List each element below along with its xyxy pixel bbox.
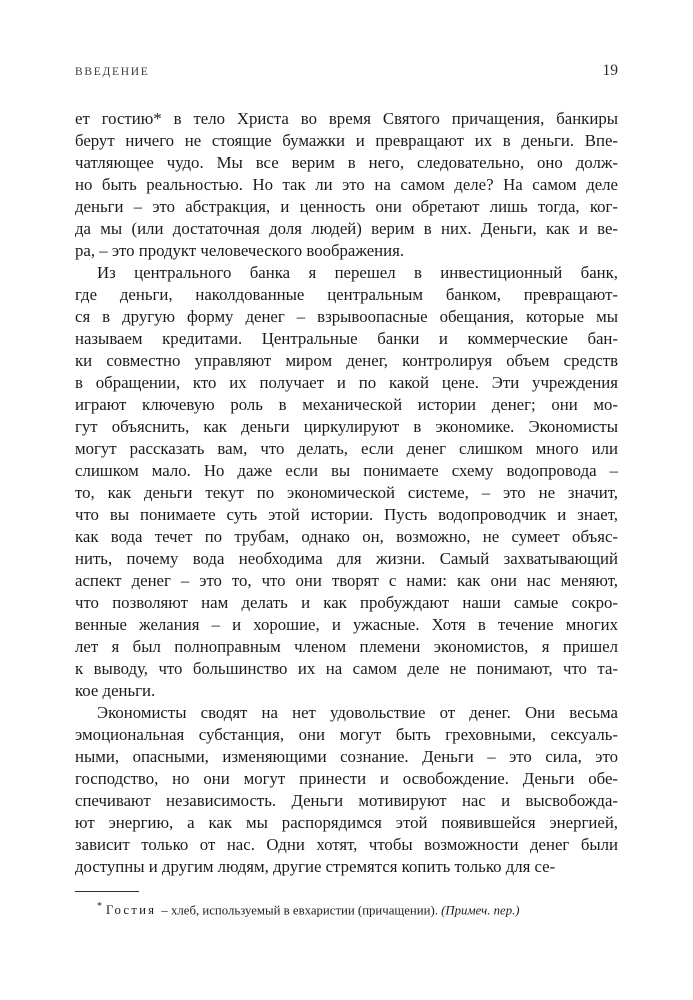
text-line: могут рассказать вам, что делать, если денег слишком много или bbox=[75, 439, 618, 458]
page-header bbox=[75, 62, 618, 80]
text-line: зависит только от нас. Одни хотят, чтобы возможности денег были bbox=[75, 835, 618, 854]
text-line: деньги – это абстракция, и ценность они обретают лишь тогда, ког- bbox=[75, 197, 618, 216]
text-line: гут объяснить, как деньги циркулируют в экономике. Экономисты bbox=[75, 417, 618, 436]
text-line: Из центрального банка я перешел в инвестиционный банк, bbox=[97, 263, 618, 282]
text-line: господство, но они могут принести и освобождение. Деньги обе- bbox=[75, 769, 618, 788]
footnote-term: Гостия bbox=[106, 903, 157, 918]
text-line: доступны и другим людям, другие стремятся копить только для се- bbox=[75, 857, 556, 876]
text-line: что позволяют нам делать и как пробуждают наши самые сокро- bbox=[75, 593, 618, 612]
text-line: эмоциональная субстанция, они могут быть греховными, сексуаль- bbox=[75, 725, 618, 744]
text-line: чатляющее чудо. Мы все верим в него, следовательно, оно долж- bbox=[75, 153, 618, 172]
text-line: Экономисты сводят на нет удовольствие от денег. Они весьма bbox=[97, 703, 618, 722]
text-block bbox=[75, 62, 618, 918]
text-line: спечивают независимость. Деньги мотивируют нас и высвобожда- bbox=[75, 791, 618, 810]
text-line: кое деньги. bbox=[75, 681, 156, 700]
text-line: то, как деньги текут по экономической системе, – это не значит, bbox=[75, 483, 618, 502]
footnote bbox=[75, 899, 618, 918]
text-line: ра, – это продукт человеческого воображения. bbox=[75, 241, 405, 260]
footnote-separator bbox=[75, 891, 139, 892]
text-line: аспект денег – это то, что они творят с нами: как они нас меняют, bbox=[75, 571, 618, 590]
text-line: лет я был полноправным членом племени экономистов, я пришел bbox=[75, 637, 618, 656]
text-line: ет гостию* в тело Христа во время Святого причащения, банкиры bbox=[75, 109, 618, 128]
text-line: как вода течет по трубам, однако он, возможно, не сумеет объяс- bbox=[75, 527, 618, 546]
text-line: но быть реальностью. Но так ли это на самом деле? На самом деле bbox=[75, 175, 618, 194]
footnote-source: (Примеч. пер.) bbox=[441, 903, 520, 918]
running-title: ВВЕДЕНИЕ bbox=[75, 66, 150, 78]
text-line: в обращении, кто их получает и по какой цене. Эти учреждения bbox=[75, 373, 618, 392]
text-line: ся в другую форму денег – взрывоопасные обещания, которые мы bbox=[75, 307, 618, 326]
text-line: что вы понимаете суть этой истории. Пусть водопроводчик и знает, bbox=[75, 505, 618, 524]
text-line: называем кредитами. Центральные банки и коммерческие бан- bbox=[75, 329, 618, 348]
text-line: ки совместно управляют миром денег, контролируя объем средств bbox=[75, 351, 618, 370]
text-line: где деньги, наколдованные центральным банком, превращают- bbox=[75, 285, 618, 304]
text-line: к выводу, что большинство их на самом деле не понимают, что та- bbox=[75, 659, 618, 678]
text-line: венные желания – и хорошие, и ужасные. Хотя в течение многих bbox=[75, 615, 618, 634]
footnote-marker: * bbox=[97, 901, 102, 912]
text-line: слишком мало. Но даже если вы понимаете схему водопровода – bbox=[75, 461, 618, 480]
text-line: ют энергию, а как мы распорядимся этой появившейся энергией, bbox=[75, 813, 618, 832]
page-number: 19 bbox=[602, 62, 618, 79]
text-line: ными, опасными, изменяющими сознание. Деньги – это сила, это bbox=[75, 747, 618, 766]
footnote-text: – хлеб, используемый в евхаристии (причащении). bbox=[158, 903, 442, 918]
text-line: да мы (или достаточная доля людей) верим в них. Деньги, как и ве- bbox=[75, 219, 618, 238]
text-line: играют ключевую роль в механической истории денег; они мо- bbox=[75, 395, 618, 414]
body-text bbox=[75, 108, 618, 878]
text-line: нить, почему вода необходима для жизни. Самый захватывающий bbox=[75, 549, 618, 568]
text-line: берут ничего не стоящие бумажки и превращают их в деньги. Впе- bbox=[75, 131, 618, 150]
